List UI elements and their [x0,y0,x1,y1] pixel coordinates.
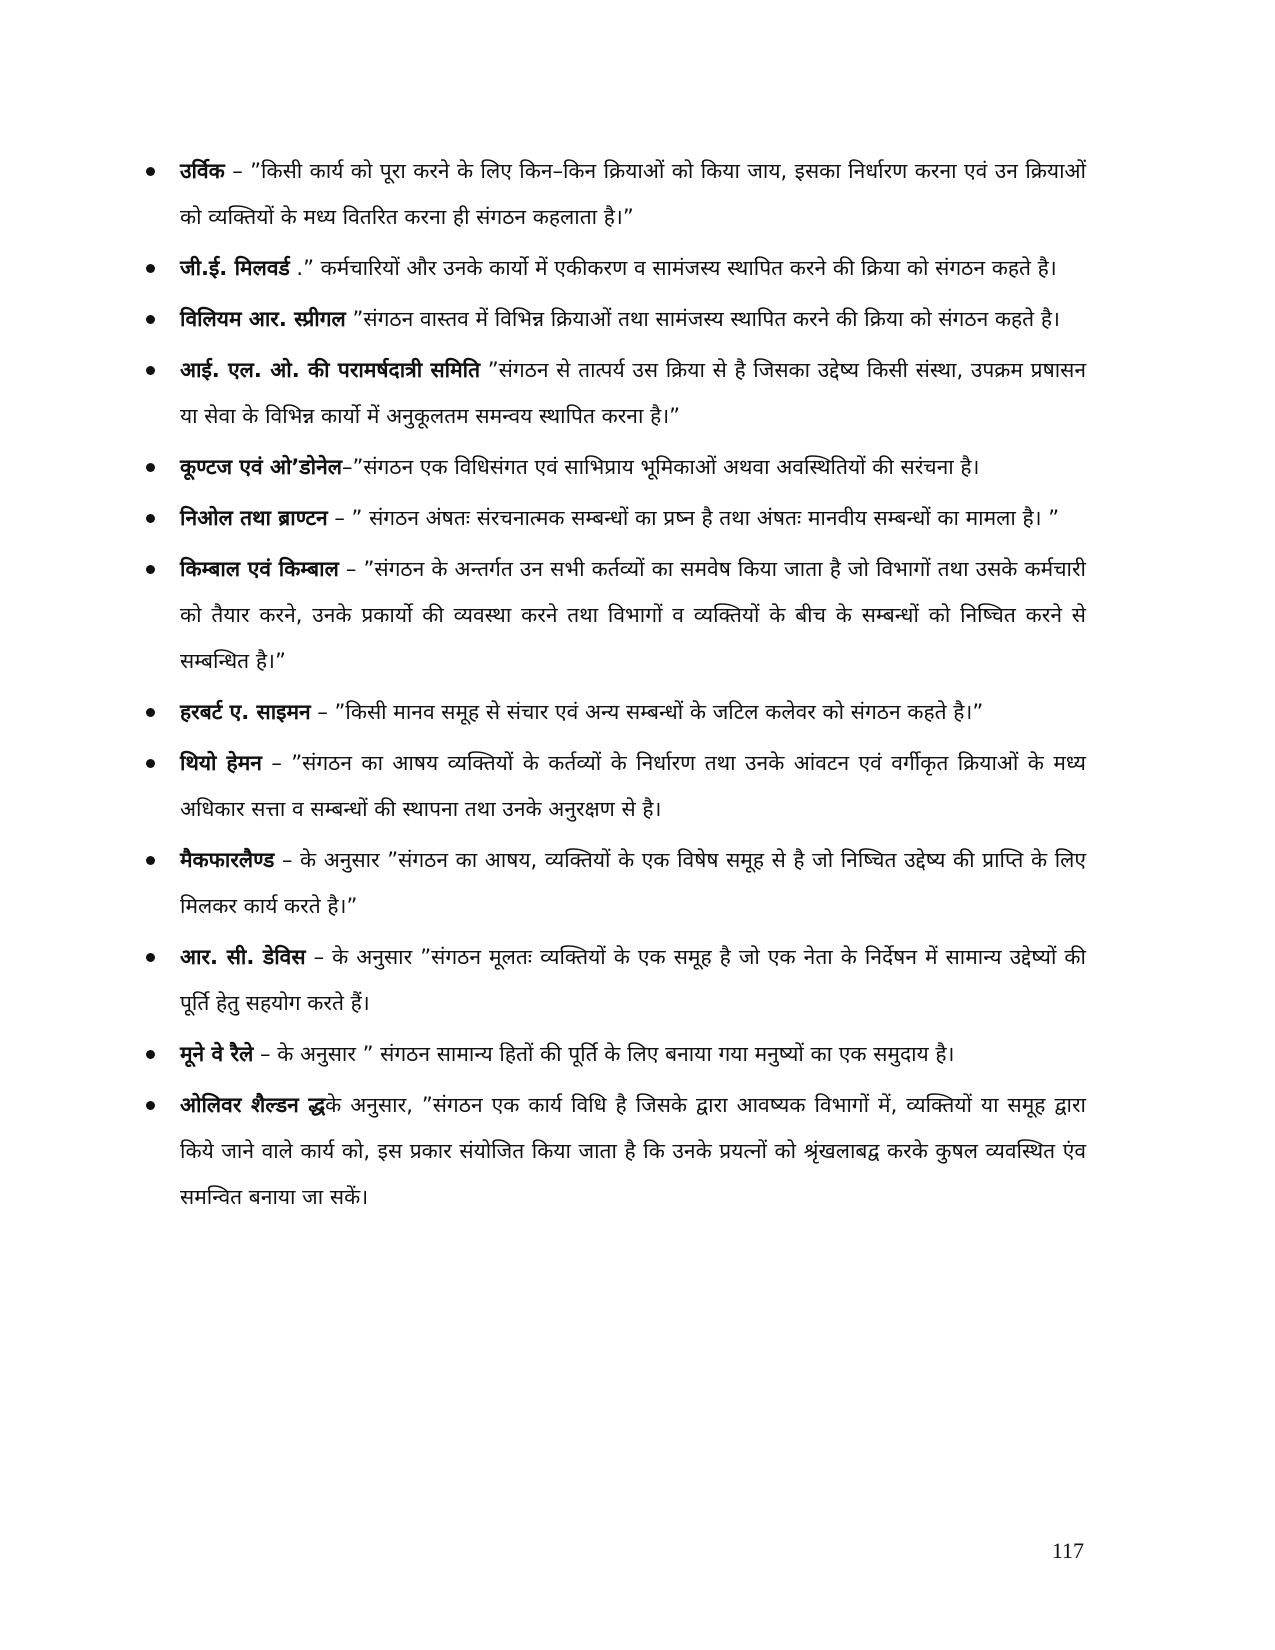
definition-text: – ”किसी कार्य को पूरा करने के लिए किन–किन क्रियाओं को किया जाय, इसका निर्धारण करना एवं उन क्रियाओं को व्यक्तियों के मध्य वितरित करना ही संगठन कहलाता है।” [180,159,1086,229]
bullet-icon [146,856,155,865]
definitions-list [146,148,1086,1225]
bullet-icon [146,315,155,324]
list-item [146,347,1086,439]
definition-term: उर्विक [180,159,225,183]
bullet-icon [146,1101,155,1110]
bullet-icon [146,514,155,523]
list-item [146,1082,1086,1220]
list-item [146,1031,1086,1077]
definition-term: हरबर्ट ए. साइमन [180,700,311,724]
bullet-icon [146,953,155,962]
definition-text: – के अनुसार ” संगठन सामान्य हितों की पूर्ति के लिए बनाया गया मनुष्यों का एक समुदाय है। [253,1042,955,1066]
definition-term: कूण्टज एवं ओ’डोनेल [180,455,342,479]
definition-term: विलियम आर. स्प्रीगल [180,307,346,331]
definition-text: – के अनुसार ”संगठन मूलतः व्यक्तियों के एक समूह है जो एक नेता के निर्देषन में सामान्य उद्देष्यों की पूर्ति हेतु सहयोग करते हैं। [180,945,1086,1015]
definition-term: ओलिवर शैल्डन द्ध [180,1093,326,1117]
definition-term: जी.ई. मिलवर्ड [180,256,290,280]
definition-text: – ” संगठन अंषतः संरचनात्मक सम्बन्धों का प्रष्न है तथा अंषतः मानवीय सम्बन्धों का मामला है। ” [327,506,1060,530]
bullet-icon [146,366,155,375]
list-item [146,495,1086,541]
definition-text: – ”किसी मानव समूह से संचार एवं अन्य सम्बन्धों के जटिल कलेवर को संगठन कहते है।” [310,700,984,724]
definition-text: ”संगठन वास्तव में विभिन्न क्रियाओं तथा सामंजस्य स्थापित करने की क्रिया को संगठन कहते है। [345,307,1060,331]
list-item [146,934,1086,1026]
definition-text: के अनुसार, ”संगठन एक कार्य विधि है जिसके द्वारा आवष्यक विभागों में, व्यक्तियों या समूह द्वारा किये जाने वाले कार्य को, इस प्रकार संयोजित किया जाता है कि उनके प्रयत्नों को श्रृंखलाबद्व करके कुषल व्यवस्थित एंव समन्वित बनाया जा सकें। [180,1093,1086,1209]
definition-term: मैकफारलैण्ड [180,848,275,872]
definition-term: आर. सी. डेविस [180,945,306,969]
list-item [146,296,1086,342]
list-item [146,740,1086,832]
definition-text: – ”संगठन का आषय व्यक्तियों के कर्तव्यों के निर्धारण तथा उनके आंवटन एवं वर्गीकृत क्रियाओं के मध्य अधिकार सत्ता व सम्बन्धों की स्थापना तथा उनके अनुरक्षण से है। [180,751,1086,821]
list-item [146,444,1086,490]
definition-term: थियो हेमन [180,751,262,775]
bullet-icon [146,1050,155,1059]
definition-text: .” कर्मचारियों और उनके कार्यो में एकीकरण व सामंजस्य स्थापित करने की क्रिया को संगठन कहते है। [289,256,1057,280]
bullet-icon [146,463,155,472]
list-item [146,837,1086,929]
list-item [146,245,1086,291]
bullet-icon [146,264,155,273]
definition-text: ”संगठन से तात्पर्य उस क्रिया से है जिसका उद्देष्य किसी संस्था, उपक्रम प्रषासन या सेवा के विभिन्न कार्यो में अनुकूलतम समन्वय स्थापित करना है।” [180,358,1086,428]
list-item [146,546,1086,684]
definition-text: –”संगठन एक विधिसंगत एवं साभिप्राय भूमिकाओं अथवा अवस्थितियों की सरंचना है। [341,455,980,479]
page-number: 117 [1051,1538,1084,1563]
definition-text: – के अनुसार ”संगठन का आषय, व्यक्तियों के एक विषेष समूह से है जो निष्चित उद्देष्य की प्राप्ति के लिए मिलकर कार्य करते है।” [180,848,1086,918]
list-item [146,689,1086,735]
definition-term: मूने वे रैले [180,1042,254,1066]
definition-term: किम्बाल एवं किम्बाल [180,557,339,581]
bullet-icon [146,759,155,768]
bullet-icon [146,167,155,176]
definition-term: निओल तथा ब्राण्टन [180,506,328,530]
bullet-icon [146,565,155,574]
bullet-icon [146,708,155,717]
definition-term: आई. एल. ओ. की परामर्षदात्री समिति [180,358,481,382]
definition-text: – ”संगठन के अन्तर्गत उन सभी कर्तव्यों का समवेष किया जाता है जो विभागों तथा उसके कर्मचारी को तैयार करने, उनके प्रकार्यो की व्यवस्था करने तथा विभागों व व्यक्तियों के बीच के सम्बन्धों को निष्चित करने से सम्बन्धित है।” [180,557,1086,673]
list-item [146,148,1086,240]
